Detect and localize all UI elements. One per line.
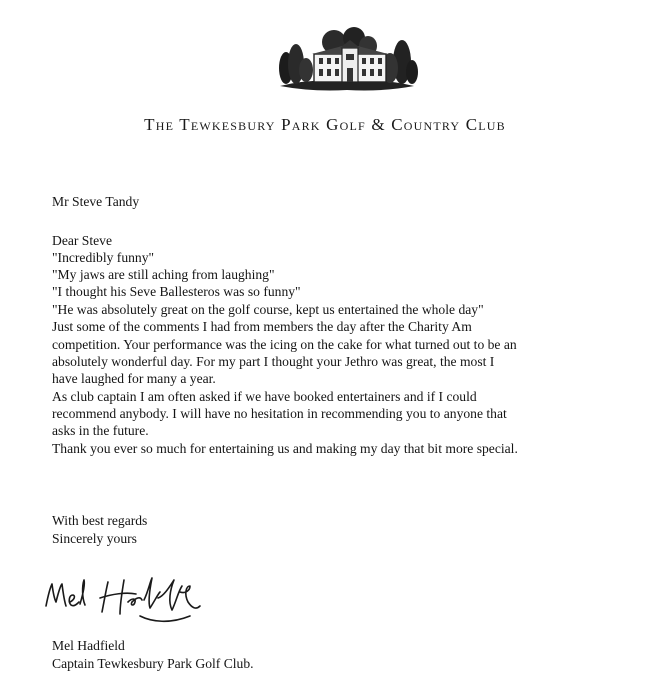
recipient-name: Mr Steve Tandy xyxy=(52,194,140,209)
body-line: Thank you ever so much for entertaining us and making my day that bit more special. xyxy=(52,441,518,456)
body-line: "I thought his Seve Ballesteros was so funny" xyxy=(52,284,301,299)
body-line: competition. Your performance was the icing on the cake for what turned out to be an xyxy=(52,337,517,352)
body-line: asks in the future. xyxy=(52,423,149,438)
body-line: absolutely wonderful day. For my part I thought your Jethro was great, the most I xyxy=(52,354,495,369)
handwritten-signature-icon xyxy=(40,572,230,628)
body-line: As club captain I am often asked if we have booked entertainers and if I could xyxy=(52,389,477,404)
body-line: "He was absolutely great on the golf course, kept us entertained the whole day" xyxy=(52,302,484,317)
body-line: recommend anybody. I will have no hesitation in recommending you to anyone that xyxy=(52,406,507,421)
club-letterhead-title: The Tewkesbury Park Golf & Country Club xyxy=(144,115,506,134)
country-club-building-icon xyxy=(272,20,422,100)
sender-name: Mel Hadfield xyxy=(52,638,125,653)
body-line: Just some of the comments I had from members the day after the Charity Am xyxy=(52,319,472,334)
salutation: Dear Steve xyxy=(52,233,113,248)
sender-title: Captain Tewkesbury Park Golf Club. xyxy=(52,656,254,671)
body-line: "Incredibly funny" xyxy=(52,250,155,265)
closing-line: With best regards xyxy=(52,513,148,528)
body-line: "My jaws are still aching from laughing" xyxy=(52,267,275,282)
body-line: have laughed for many a year. xyxy=(52,371,216,386)
closing-line: Sincerely yours xyxy=(52,531,137,546)
